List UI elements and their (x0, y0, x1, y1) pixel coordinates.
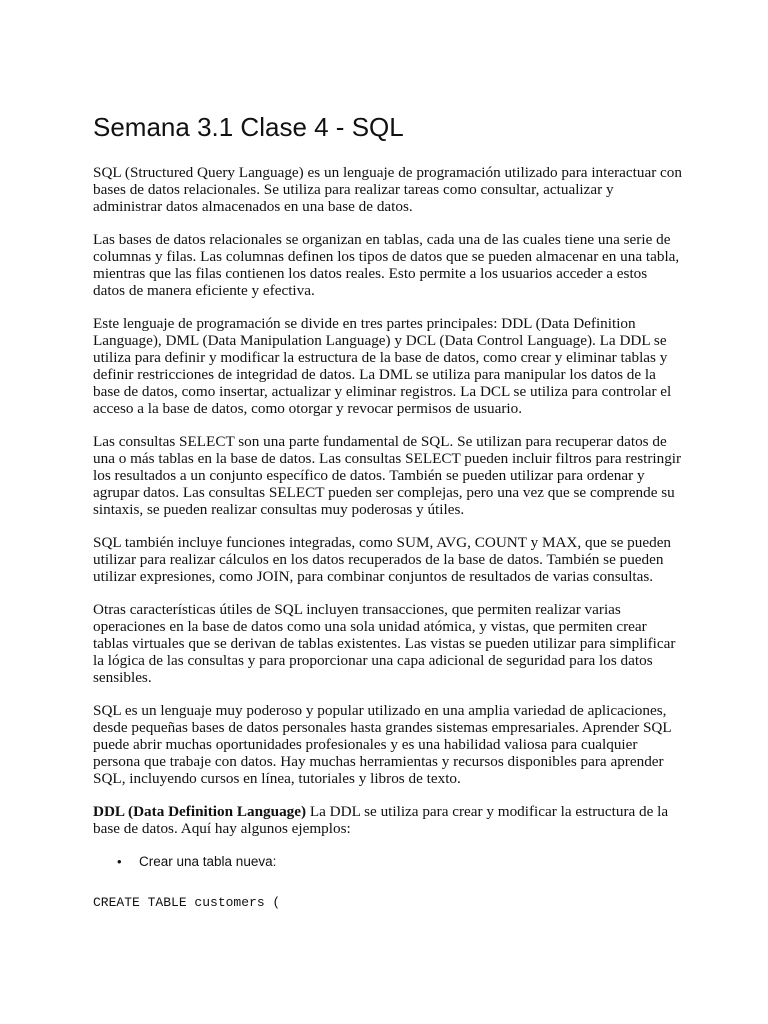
ddl-text: La DDL se utiliza para crear y modificar la estructura de la base de datos. Aquí hay algunos ejemplos: (93, 803, 669, 837)
paragraph-conclusion: SQL es un lenguaje muy poderoso y popular utilizado en una amplia variedad de aplicaciones, desde pequeñas bases de datos personales hasta grandes sistemas empresariales. Aprender SQL puede abrir muchas oportunidades profesionales y es una habilidad valiosa para cualquier persona que trabaje con datos. Hay muchas herramientas y recursos disponibles para aprender SQL, incluyendo cursos en línea, tutoriales y libros de texto. (93, 702, 672, 787)
paragraph-select-queries: Las consultas SELECT son una parte fundamental de SQL. Se utilizan para recuperar datos de una o más tablas en la base de datos. Las consultas SELECT pueden incluir filtros para restringir los resultados a un conjunto específico de datos. También se pueden utilizar para ordenar y agrupar datos. Las consultas SELECT pueden ser complejas, pero una vez que se comprende su sintaxis, se pueden realizar consultas muy poderosas y útiles. (93, 433, 682, 518)
ddl-heading: DDL (Data Definition Language) (93, 803, 307, 820)
page-title: Semana 3.1 Clase 4 - SQL (93, 112, 404, 142)
code-block: CREATE TABLE customers ( (93, 895, 281, 910)
paragraph-ddl (93, 803, 683, 837)
paragraph-sql-parts: Este lenguaje de programación se divide en tres partes principales: DDL (Data Definition Language), DML (Data Manipulation Language) y DCL (Data Control Language). La DDL se utiliza para definir y modificar la estructura de la base de datos, como crear y eliminar tablas y definir restricciones de integridad de datos. La DML se utiliza para manipular los datos de la base de datos, como insertar, actualizar y eliminar registros. La DCL se utiliza para controlar el acceso a la base de datos, como otorgar y revocar permisos de usuario. (93, 315, 672, 417)
paragraph-functions: SQL también incluye funciones integradas, como SUM, AVG, COUNT y MAX, que se pueden utilizar para realizar cálculos en los datos recuperados de la base de datos. También se pueden utilizar expresiones, como JOIN, para combinar conjuntos de resultados de varias consultas. (93, 534, 672, 585)
document-page (93, 112, 683, 911)
list-item-text: Crear una tabla nueva: (139, 854, 277, 869)
bullet-list (93, 853, 683, 871)
paragraph-sql-intro: SQL (Structured Query Language) es un lenguaje de programación utilizado para interactuar con bases de datos relacionales. Se utiliza para realizar tareas como consultar, actualizar y administrar datos almacenados en una base de datos. (93, 164, 682, 215)
paragraph-relational-tables: Las bases de datos relacionales se organizan en tablas, cada una de las cuales tiene una serie de columnas y filas. Las columnas definen los tipos de datos que se pueden almacenar en una tabla, mientras que las filas contienen los datos reales. Esto permite a los usuarios acceder a estos datos de manera eficiente y efectiva. (93, 231, 680, 299)
bullet-icon: • (117, 854, 122, 869)
paragraph-features: Otras características útiles de SQL incluyen transacciones, que permiten realizar varias operaciones en la base de datos como una sola unidad atómica, y vistas, que permiten crear tablas virtuales que se derivan de tablas existentes. Las vistas se pueden utilizar para simplificar la lógica de las consultas y para proporcionar una capa adicional de seguridad para los datos sensibles. (93, 601, 676, 686)
list-item (117, 853, 683, 871)
